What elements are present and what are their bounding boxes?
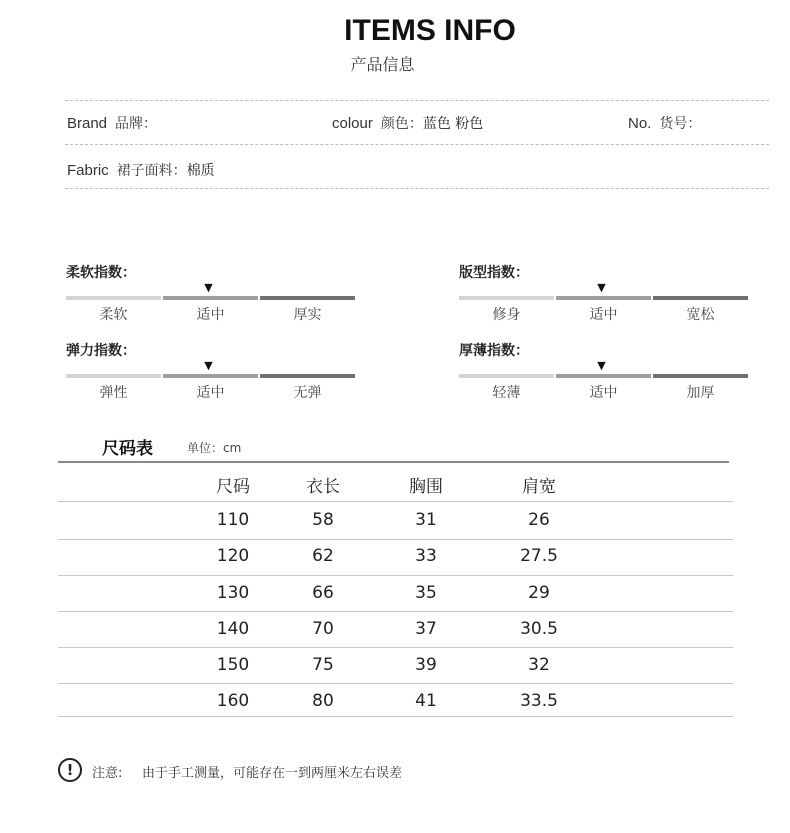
page-title: ITEMS INFO [344,14,516,47]
size-table-rule [58,647,733,648]
index-scale-segment [459,296,554,300]
size-table-cell: 31 [415,510,437,530]
size-table-header-cell: 衣长 [306,477,340,497]
size-table-cell: 58 [312,510,334,530]
size-table-cell: 41 [415,691,437,711]
size-table-cell: 30.5 [520,619,558,639]
size-table-cell: 26 [528,510,550,530]
divider [65,188,769,189]
colour-label-cn: 颜色： [380,116,423,132]
size-table-rule [58,501,733,502]
index-scale-segment [66,296,161,300]
size-table-cell: 150 [216,655,250,675]
index-scale-segment [653,374,748,378]
fabric-value: 棉质 [186,163,215,179]
size-table-cell: 130 [216,583,250,603]
size-chart-unit: 单位：cm [187,441,242,455]
item-number-field [628,113,701,133]
size-table-cell: 110 [216,510,250,530]
index-label: 厚薄指数： [459,343,529,359]
index-scale-segment [163,374,258,378]
size-table-cell: 35 [415,583,437,603]
divider [65,100,769,101]
size-table-rule [58,575,733,576]
index-scale-bar [66,374,355,378]
size-table-header-cell: 胸围 [409,477,443,497]
index-option-label: 修身 [492,307,521,323]
size-table-cell: 27.5 [520,546,558,566]
fabric-field [67,160,215,180]
fabric-label-en: Fabric [67,162,109,179]
page-subtitle: 产品信息 [350,55,415,74]
index-option-label: 轻薄 [492,385,521,401]
index-scale-segment [556,296,651,300]
index-pointer-icon: ▼ [597,359,606,372]
index-scale-segment [260,296,355,300]
index-option-label: 适中 [196,307,225,323]
index-pointer-icon: ▼ [597,281,606,294]
index-label: 弹力指数： [66,343,136,359]
size-chart-title: 尺码表 [102,439,153,459]
index-scale-segment [66,374,161,378]
index-option-label: 适中 [589,385,618,401]
item-number-label-cn: 货号： [659,116,702,132]
size-table-cell: 120 [216,546,250,566]
size-table-cell: 33 [415,546,437,566]
size-table-cell: 33.5 [520,691,558,711]
size-table-rule [58,539,733,540]
index-scale-segment [459,374,554,378]
index-scale-bar [459,374,748,378]
colour-value: 蓝色 粉色 [422,116,484,132]
note-label: 注意: [92,766,123,781]
index-label: 柔软指数： [66,265,136,281]
size-table-cell: 80 [312,691,334,711]
index-pointer-icon: ▼ [204,359,213,372]
index-label: 版型指数： [459,265,529,281]
index-scale-segment [163,296,258,300]
index-scale-bar [459,296,748,300]
size-table-cell: 70 [312,619,334,639]
fabric-label-cn: 裙子面料： [116,163,187,179]
index-option-label: 弹性 [99,385,128,401]
size-table-cell: 75 [312,655,334,675]
index-option-label: 宽松 [686,307,715,323]
brand-field [67,113,157,133]
size-table-rule [58,611,733,612]
size-table-cell: 39 [415,655,437,675]
size-table-cell: 140 [216,619,250,639]
divider [65,144,769,145]
index-scale-segment [653,296,748,300]
brand-label-cn: 品牌： [115,116,158,132]
index-option-label: 适中 [196,385,225,401]
note-text: 由于手工测量，可能存在一到两厘米左右误差 [142,766,403,781]
size-table-rule [58,683,733,684]
size-table-cell: 32 [528,655,550,675]
colour-label-en: colour [332,115,373,132]
index-option-label: 厚实 [293,307,322,323]
index-option-label: 无弹 [293,385,322,401]
index-pointer-icon: ▼ [204,281,213,294]
size-table-cell: 160 [216,691,250,711]
index-scale-bar [66,296,355,300]
item-number-label-en: No. [628,115,652,132]
index-option-label: 柔软 [99,307,128,323]
size-table-rule [58,716,733,717]
size-table-header-cell: 肩宽 [522,477,556,497]
index-option-label: 适中 [589,307,618,323]
index-option-label: 加厚 [686,385,715,401]
index-scale-segment [556,374,651,378]
size-table-cell: 37 [415,619,437,639]
size-table-cell: 66 [312,583,334,603]
size-table-header-cell: 尺码 [216,477,250,497]
exclamation-circle-icon: ! [58,758,82,782]
size-table-cell: 29 [528,583,550,603]
size-table-cell: 62 [312,546,334,566]
colour-field [332,113,483,133]
brand-label-en: Brand [67,115,108,132]
size-table-top-rule [58,461,729,463]
index-scale-segment [260,374,355,378]
